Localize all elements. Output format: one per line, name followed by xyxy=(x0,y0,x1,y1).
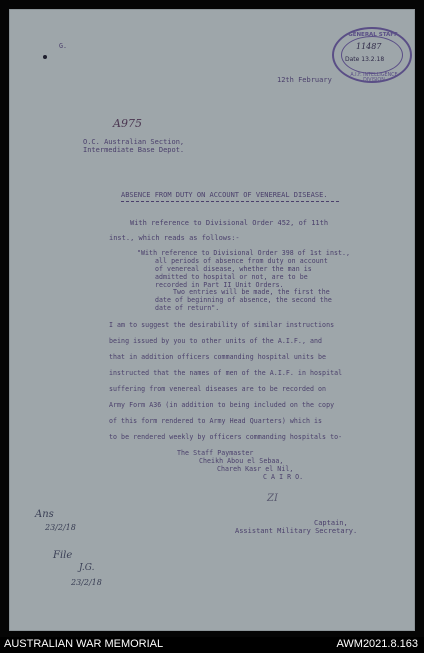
pencil-note-file: File xyxy=(53,550,73,561)
para1-line-1: With reference to Divisional Order 452, of 11th xyxy=(130,219,329,227)
pencil-note-initials: J.G. xyxy=(79,563,95,573)
caption-bar xyxy=(0,637,424,653)
pencil-note-ans: Ans xyxy=(35,509,54,520)
quote-line-6: Two entries will be made, the first the xyxy=(173,288,330,296)
stamp-number: 11487 xyxy=(356,42,382,51)
stamp-bottom-text: A.I.F. INTELLIGENCE DIVISION xyxy=(350,73,398,83)
para2-line-5: suffering from venereal diseases are to be recorded on xyxy=(109,385,327,393)
quote-line-4: admitted to hospital or not, are to be xyxy=(155,273,308,281)
stamp-date: Date 13.2.18 xyxy=(345,56,385,63)
para2-line-8: to be rendered weekly by officers commanding hospitals to- xyxy=(109,433,343,441)
subject-underline xyxy=(121,201,339,202)
para2-line-2: being issued by you to other units of the A.I.F., and xyxy=(109,337,323,345)
quote-line-3: of venereal disease, whether the man is xyxy=(155,265,312,273)
recipient-line-1: The Staff Paymaster xyxy=(177,449,254,457)
quote-line-8: date of return". xyxy=(155,304,220,312)
para2-line-1: I am to suggest the desirability of similar instructions xyxy=(109,321,335,329)
signature-title: Assistant Military Secretary. xyxy=(235,527,358,535)
pencil-note-date-1: 23/2/18 xyxy=(45,523,76,532)
para2-line-6: Army Form A36 (in addition to being included on the copy xyxy=(109,401,335,409)
quote-line-2: all periods of absence from duty on account xyxy=(155,257,328,265)
para2-line-3: that in addition officers commanding hospital units be xyxy=(109,353,327,361)
caption-accession-number: AWM2021.8.163 xyxy=(336,638,418,650)
quote-line-1: "With reference to Divisional Order 398 of 1st inst., xyxy=(137,249,351,257)
signature-initials: ZI xyxy=(267,493,278,504)
signature-rank: Captain, xyxy=(314,519,348,527)
document-page xyxy=(9,9,415,631)
stamp-top-text: GENERAL STAFF xyxy=(348,32,398,38)
para2-line-4: instructed that the names of men of the A.I.F. in hospital xyxy=(109,369,343,377)
header-mark: G. xyxy=(59,42,68,50)
letter-date: 12th February xyxy=(277,76,332,84)
quote-line-7: date of beginning of absence, the second the xyxy=(155,296,332,304)
para2-line-7: of this form rendered to Army Head Quarters) which is xyxy=(109,417,323,425)
addressee-line-2: Intermediate Base Depot. xyxy=(83,146,185,154)
recipient-line-3: Chareh Kasr el Nil, xyxy=(217,465,294,473)
subject-heading: ABSENCE FROM DUTY ON ACCOUNT OF VENEREAL DISEASE. xyxy=(121,191,328,199)
para1-line-2: inst., which reads as follows:- xyxy=(109,234,240,242)
punch-hole-mark xyxy=(43,55,47,59)
general-staff-stamp xyxy=(332,27,412,83)
quote-line-5: recorded in Part II Unit Orders. xyxy=(155,281,284,289)
addressee-line-1: O.C. Australian Section, xyxy=(83,138,185,146)
reference-pencil-note: A975 xyxy=(113,117,142,130)
caption-institution: AUSTRALIAN WAR MEMORIAL xyxy=(4,638,164,650)
recipient-line-4: C A I R O. xyxy=(263,473,304,481)
recipient-line-2: Cheikh Abou el Sebaa, xyxy=(199,457,284,465)
pencil-note-date-2: 23/2/18 xyxy=(71,578,102,587)
